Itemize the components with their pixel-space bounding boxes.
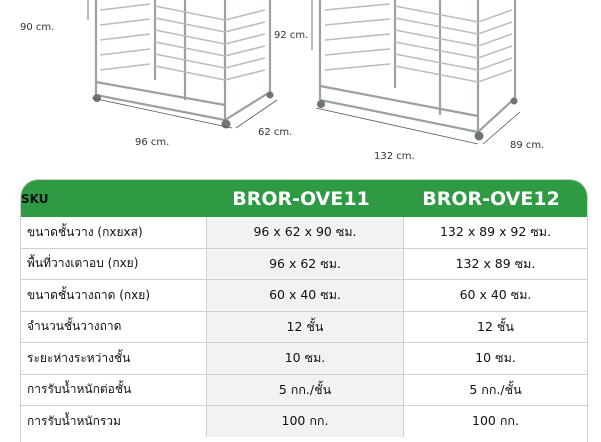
row-label: ระยะห่างระหว่างชั้น: [21, 343, 206, 374]
rack-illustrations: [0, 0, 601, 178]
table-row: [21, 342, 587, 374]
table-row: [21, 279, 587, 311]
table-row: [21, 311, 587, 343]
row-label: ขนาดชั้นวางถาด (กxย): [21, 280, 206, 311]
table-row: [21, 217, 587, 248]
rack-1-height-label: 90 cm.: [20, 22, 55, 33]
model-1-value: 12 ชั้น: [206, 312, 403, 343]
model-2-value: 132 x 89 x 92 ซม.: [403, 217, 587, 248]
row-label: การรับน้ำหนักต่อชั้น: [21, 375, 206, 406]
rack-1-image: [96, 0, 270, 120]
model-2-value: 132 x 89 ซม.: [403, 249, 587, 280]
row-label: จำนวนชั้นวางถาด: [21, 312, 206, 343]
table-row: [21, 248, 587, 280]
model-2-value: 100 กก.: [403, 406, 587, 437]
sku-header: SKU: [21, 191, 49, 206]
model-2-value: 5 กก./ชั้น: [403, 375, 587, 406]
rack-1-depth-label: 62 cm.: [258, 127, 293, 138]
row-label: ขนาดชั้นวาง (กxยxส): [21, 217, 206, 248]
rack-2-height-label: 92 cm.: [274, 30, 309, 41]
table-row: [21, 405, 587, 437]
row-label: พื้นที่วางเตาอบ (กxย): [21, 249, 206, 280]
model-2-value: 12 ชั้น: [403, 312, 587, 343]
model-1-value: 100 กก.: [206, 406, 403, 437]
rack-1-width-label: 96 cm.: [135, 137, 170, 148]
row-label: การรับน้ำหนักรวม: [21, 406, 206, 437]
rack-1-dimension-lines: [88, 0, 277, 128]
model-1-value: 96 x 62 ซม.: [206, 249, 403, 280]
model-1-value: 96 x 62 x 90 ซม.: [206, 217, 403, 248]
model-2-value: 10 ซม.: [403, 343, 587, 374]
spec-table: [20, 179, 588, 442]
rack-2-image: [320, 0, 515, 132]
model-1-value: 10 ซม.: [206, 343, 403, 374]
rack-2-depth-label: 89 cm.: [510, 140, 545, 151]
rack-2-width-label: 132 cm.: [374, 151, 415, 162]
model-2-header: BROR-OVE12: [422, 187, 560, 210]
model-1-header: BROR-OVE11: [232, 187, 370, 210]
model-1-value: 5 กก./ชั้น: [206, 375, 403, 406]
model-2-value: 60 x 40 ซม.: [403, 280, 587, 311]
table-row: [21, 374, 587, 406]
table-header: [21, 180, 587, 217]
model-1-value: 60 x 40 ซม.: [206, 280, 403, 311]
